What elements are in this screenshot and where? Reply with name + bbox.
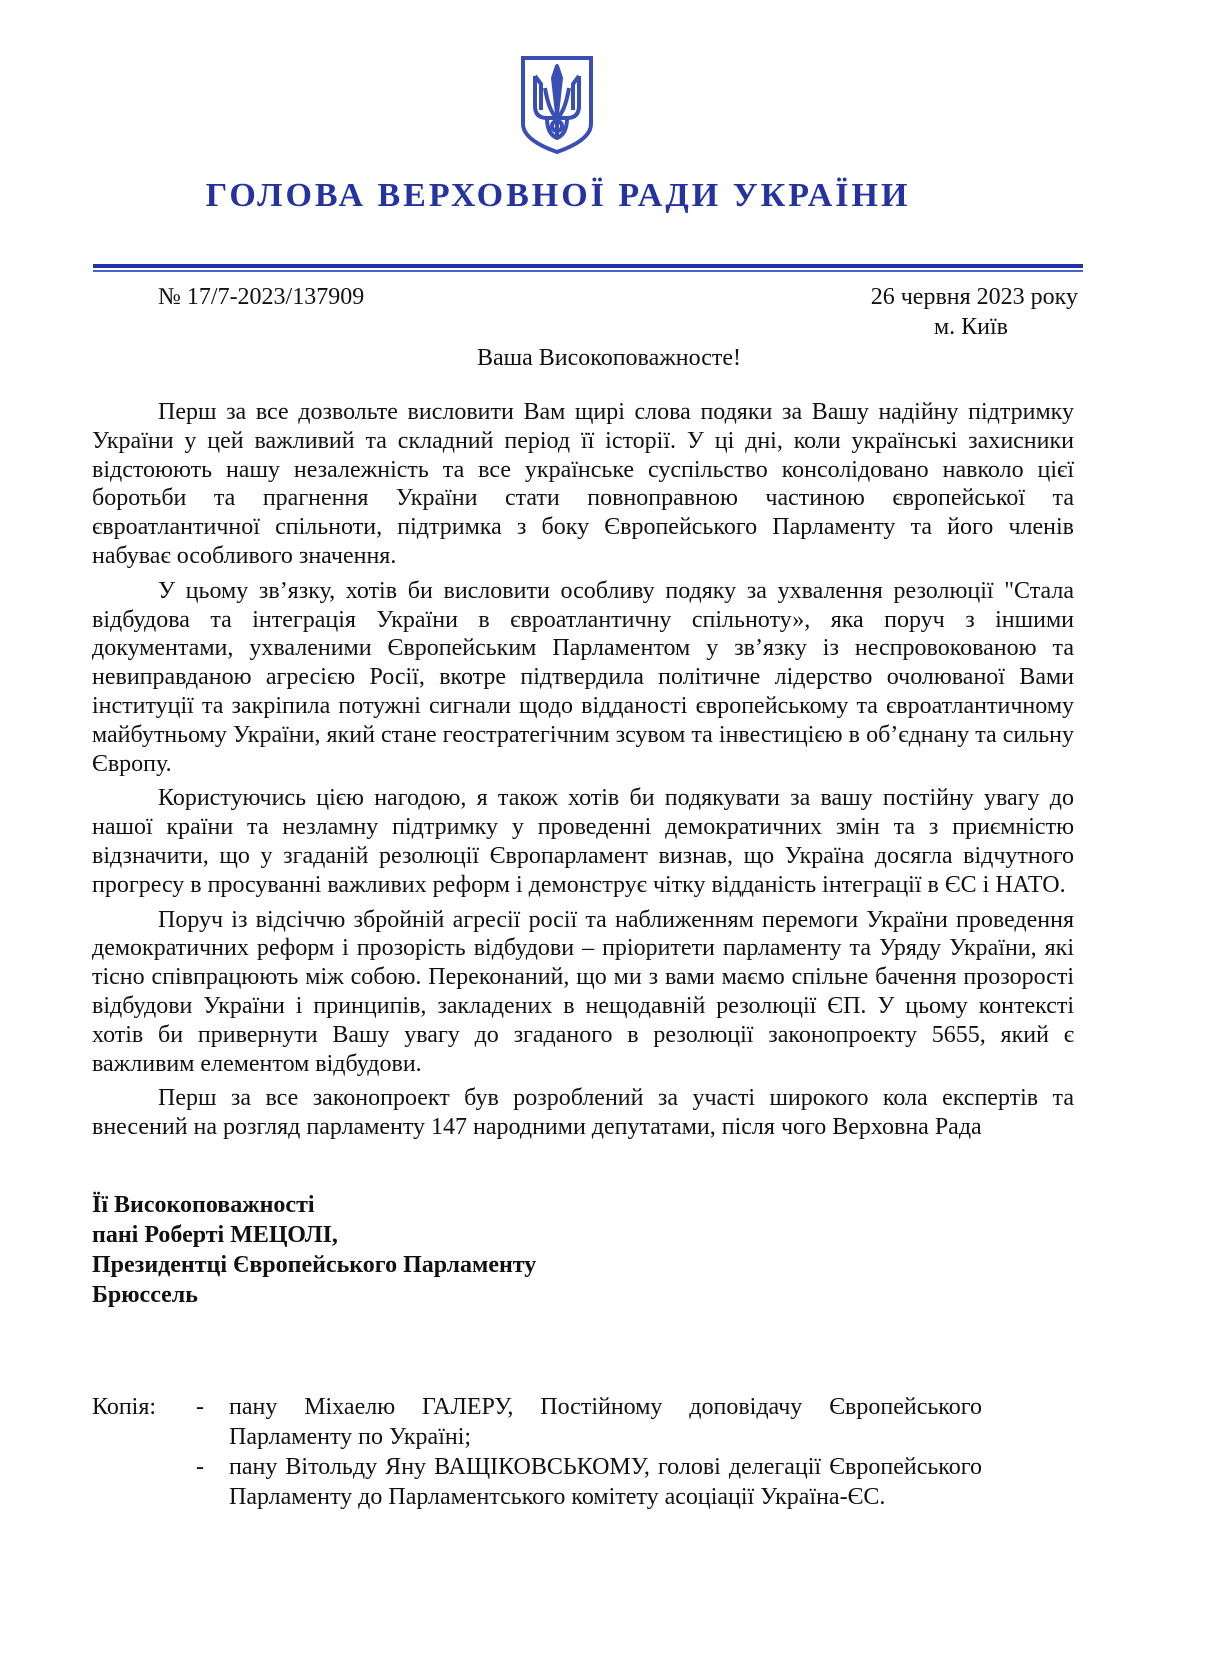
- copies-label: Копія:: [92, 1394, 157, 1420]
- list-dash: -: [196, 1454, 204, 1480]
- trident-coat-of-arms-icon: [519, 54, 595, 156]
- copy-recipient-text: пану Вітольду Яну ВАЩІКОВСЬКОМУ, голові делегації Європейського Парламенту до Парламентського комітету асоціації Україна-ЄС.: [229, 1454, 982, 1510]
- paragraph: Перш за все законопроект був розроблений за участі широкого кола експертів та внесений на розгляд парламенту 147 народними депутатами, після чого Верховна Рада: [92, 1085, 1074, 1141]
- addressee-block: [92, 1190, 536, 1310]
- letter-date: 26 червня 2023 року: [870, 284, 1078, 310]
- header-divider: [93, 264, 1083, 268]
- paragraph: Поруч із відсіччю збройній агресії росії та наближенням перемоги України проведення демократичних реформ і прозорість відбудови – пріоритети парламенту та Уряду України, які тісно співпрацюють між собою. Переконаний, що ми з вами маємо спільне бачення прозорості відбудови України і принципів, закладених в нещодавній резолюції ЄП. У цьому контексті хотів би привернути Вашу увагу до згаданого в резолюції законопроекту 5655, який є важливим елементом відбудови.: [92, 906, 1074, 1077]
- copies-block: [92, 1392, 982, 1512]
- list-dash: -: [196, 1394, 204, 1420]
- copy-recipient-text: пану Міхаелю ГАЛЕРУ, Постійному доповідачу Європейського Парламенту по Україні;: [229, 1394, 982, 1450]
- letter-city: м. Київ: [933, 314, 1008, 340]
- addressee-title: Президентці Європейського Парламенту: [92, 1252, 537, 1278]
- header-divider-thin: [93, 270, 1083, 272]
- org-title: ГОЛОВА ВЕРХОВНОЇ РАДИ УКРАЇНИ: [205, 177, 911, 214]
- letter-body: [92, 398, 1074, 1148]
- addressee-city: Брюссель: [92, 1282, 198, 1308]
- copy-recipient: [92, 1452, 982, 1512]
- paragraph: Користуючись цією нагодою, я також хотів би подякувати за вашу постійну увагу до нашої країни та незламну підтримку у проведенні демократичних змін та з приємністю відзначити, що у згаданій резолюції Європарламент визнав, що Україна досягла відчутного прогресу в просуванні важливих реформ і демонструє чітку відданість інтеграції в ЄС і НАТО.: [92, 785, 1074, 898]
- registration-number: № 17/7-2023/137909: [158, 284, 365, 310]
- salutation: Ваша Високоповажносте!: [476, 345, 742, 371]
- paragraph: Перш за все дозвольте висловити Вам щирі слова подяки за Вашу надійну підтримку України у цей важливий та складний період її історії. У ці дні, коли українські захисники відстоюють нашу незалежність та все українське суспільство консолідовано навколо цієї боротьби та прагнення України стати повноправною частиною європейської та євроатлантичної спільноти, підтримка з боку Європейського Парламенту та його членів набуває особливого значення.: [92, 399, 1074, 569]
- addressee-name: пані Роберті МЕЦОЛІ,: [92, 1222, 338, 1248]
- paragraph: У цьому зв’язку, хотів би висловити особливу подяку за ухвалення резолюції "Стала відбудова та інтеграція України в євроатлантичну спільноту», яка поруч з іншими документами, ухваленими Європейським Парламентом у зв’язку із неспровокованою та невиправданою агресією Росії, вкотре підтвердила політичне лідерство очолюваної Вами інституції та закріпила потужні сигнали щодо відданості європейському та євроатлантичному майбутньому України, який стане геостратегічним зсувом та інвестицією в об’єднану та сильну Європу.: [92, 577, 1074, 777]
- addressee-honorific: Її Високоповажності: [92, 1192, 315, 1218]
- copy-recipient: [92, 1392, 982, 1452]
